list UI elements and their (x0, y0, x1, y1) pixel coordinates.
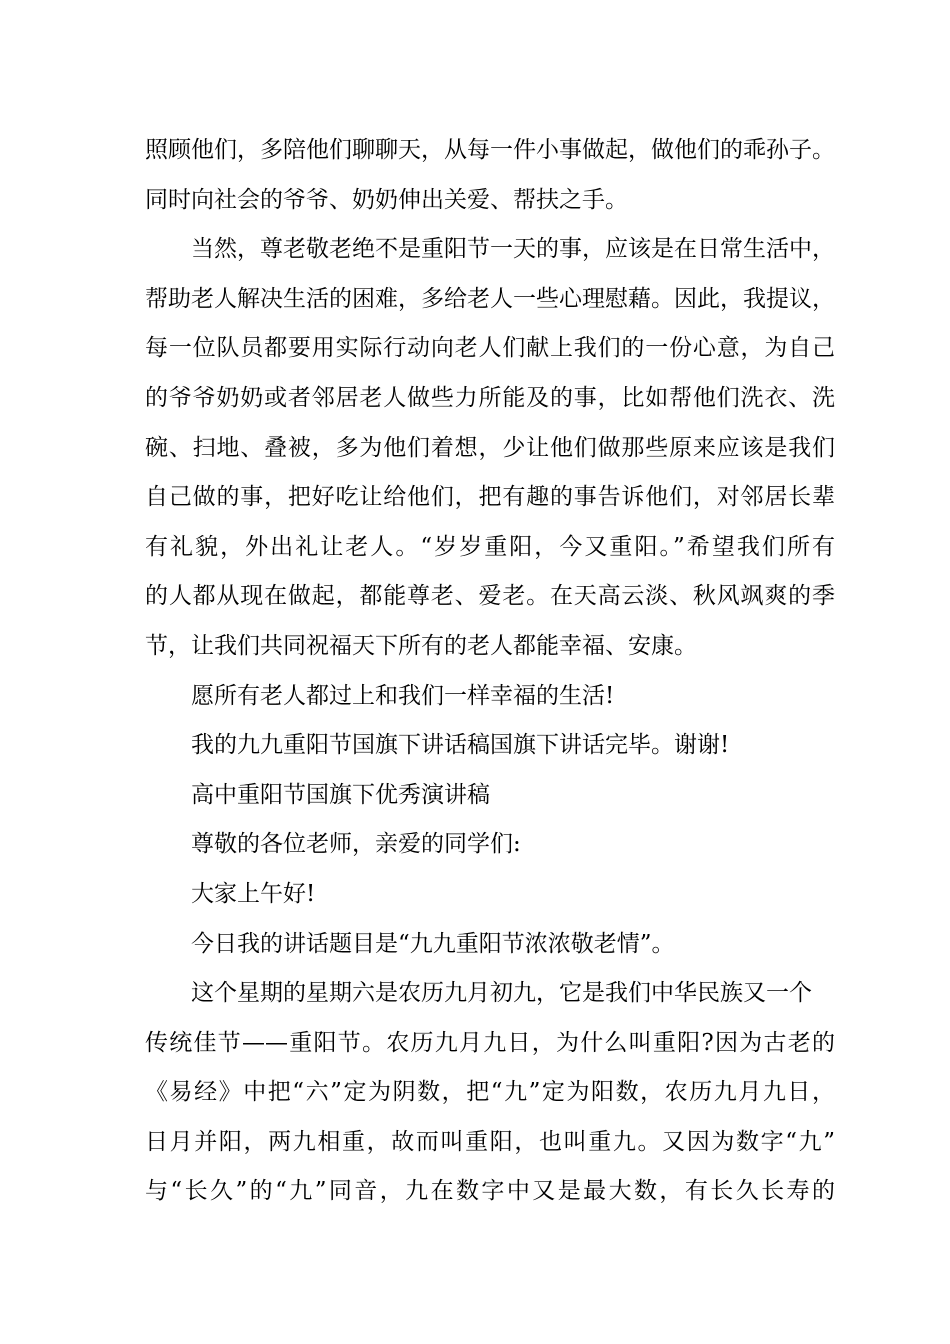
text-line: 照顾他们，多陪他们聊聊天，从每一件小事做起，做他们的乖孙子。 (145, 137, 835, 163)
text-line: 节，让我们共同祝福天下所有的老人都能幸福、安康。 (145, 632, 697, 659)
text-line: 《易经》中把“六”定为阴数，把“九”定为阳数，农历九月九日， (145, 1079, 835, 1106)
document-body (145, 126, 835, 1217)
text-line: 同时向社会的爷爷、奶奶伸出关爱、帮扶之手。 (145, 186, 628, 213)
text-line: 愿所有老人都过上和我们一样幸福的生活! (191, 682, 615, 709)
text-line: 传统佳节——重阳节。农历九月九日，为什么叫重阳?因为古老的 (145, 1029, 835, 1056)
text-line: 当然，尊老敬老绝不是重阳节一天的事，应该是在日常生活中， (191, 236, 835, 263)
text-line: 大家上午好! (191, 880, 316, 907)
text-line: 的人都从现在做起，都能尊老、爱老。在天高云淡、秋风飒爽的季 (145, 583, 835, 610)
text-line: 碗、扫地、叠被，多为他们着想，少让他们做那些原来应该是我们 (145, 434, 835, 461)
text-line: 自己做的事，把好吃让给他们，把有趣的事告诉他们，对邻居长辈 (145, 484, 835, 511)
text-line: 的爷爷奶奶或者邻居老人做些力所能及的事，比如帮他们洗衣、洗 (145, 384, 835, 411)
text-line: 有礼貌，外出礼让老人。“岁岁重阳，今又重阳。”希望我们所有 (145, 533, 835, 560)
text-line: 与“长久”的“九”同音，九在数字中又是最大数，有长久长寿的 (145, 1178, 835, 1205)
text-line: 我的九九重阳节国旗下讲话稿国旗下讲话完毕。谢谢! (191, 732, 730, 759)
text-line: 今日我的讲话题目是“九九重阳节浓浓敬老情”。 (191, 930, 675, 957)
text-line: 高中重阳节国旗下优秀演讲稿 (191, 781, 490, 808)
text-line: 帮助老人解决生活的困难，多给老人一些心理慰藉。因此，我提议， (145, 285, 835, 312)
text-line: 尊敬的各位老师，亲爱的同学们: (191, 831, 521, 858)
text-line: 每一位队员都要用实际行动向老人们献上我们的一份心意，为自己 (145, 335, 835, 362)
text-line: 这个星期的星期六是农历九月初九，它是我们中华民族又一个 (191, 980, 812, 1007)
text-line: 日月并阳，两九相重，故而叫重阳，也叫重九。又因为数字“九” (145, 1128, 835, 1155)
